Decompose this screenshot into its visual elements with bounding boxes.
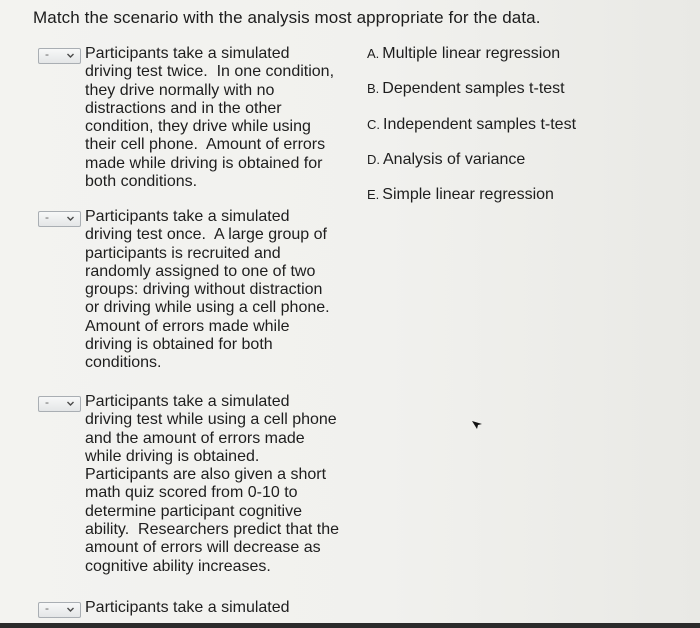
scenario-1-text: Participants take a simulated driving test twice. In one condition, they drive normally with no distractions and in the other condition, they drive while using their cell phone. Amount of errors made while driving is obtained for both conditions. [85,45,335,191]
scenario-2-text: Participants take a simulated driving test once. A large group of participants is recruited and randomly assigned to one of two groups: driving without distraction or driving while using a cell phone. Amount of errors made while driving is obtained for both conditions. [85,208,330,372]
scenario-2-dropdown[interactable] [38,211,81,227]
option-b [367,80,565,98]
chevron-down-icon [65,398,76,409]
dropdown-selected-value: - [45,395,49,409]
dropdown-selected-value: - [45,47,49,61]
option-label: Simple linear regression [382,186,554,203]
option-letter: A. [367,46,380,61]
option-letter: D. [367,152,380,167]
option-label: Analysis of variance [383,151,526,168]
bottom-edge-bar [0,623,700,628]
option-label: Multiple linear regression [382,45,561,62]
scenario-1-dropdown[interactable] [38,48,81,64]
option-letter: C. [367,117,380,132]
scenario-4-text: Participants take a simulated [85,599,290,616]
option-letter: B. [367,81,380,96]
option-label: Independent samples t-test [383,116,577,133]
chevron-down-icon [65,50,76,61]
option-label: Dependent samples t-test [382,80,565,97]
chevron-down-icon [65,604,76,615]
scenario-3-text: Participants take a simulated driving test while using a cell phone and the amount of errors made while driving is obtained. Participants are also given a short math quiz scored from 0-10 to determine participant cognitive ability. Researchers predict that the amount of errors will decrease as cognitive ability increases. [85,393,340,575]
option-e [367,186,554,204]
dropdown-selected-value: - [45,601,49,615]
mouse-pointer-icon [470,416,484,430]
scenario-3-dropdown[interactable] [38,396,81,412]
option-letter: E. [367,187,380,202]
scenario-4-dropdown[interactable] [38,602,81,618]
option-a [367,45,560,63]
option-c [367,116,576,134]
question-title: Match the scenario with the analysis most appropriate for the data. [33,8,541,27]
chevron-down-icon [65,213,76,224]
option-d [367,151,525,169]
dropdown-selected-value: - [45,210,49,224]
